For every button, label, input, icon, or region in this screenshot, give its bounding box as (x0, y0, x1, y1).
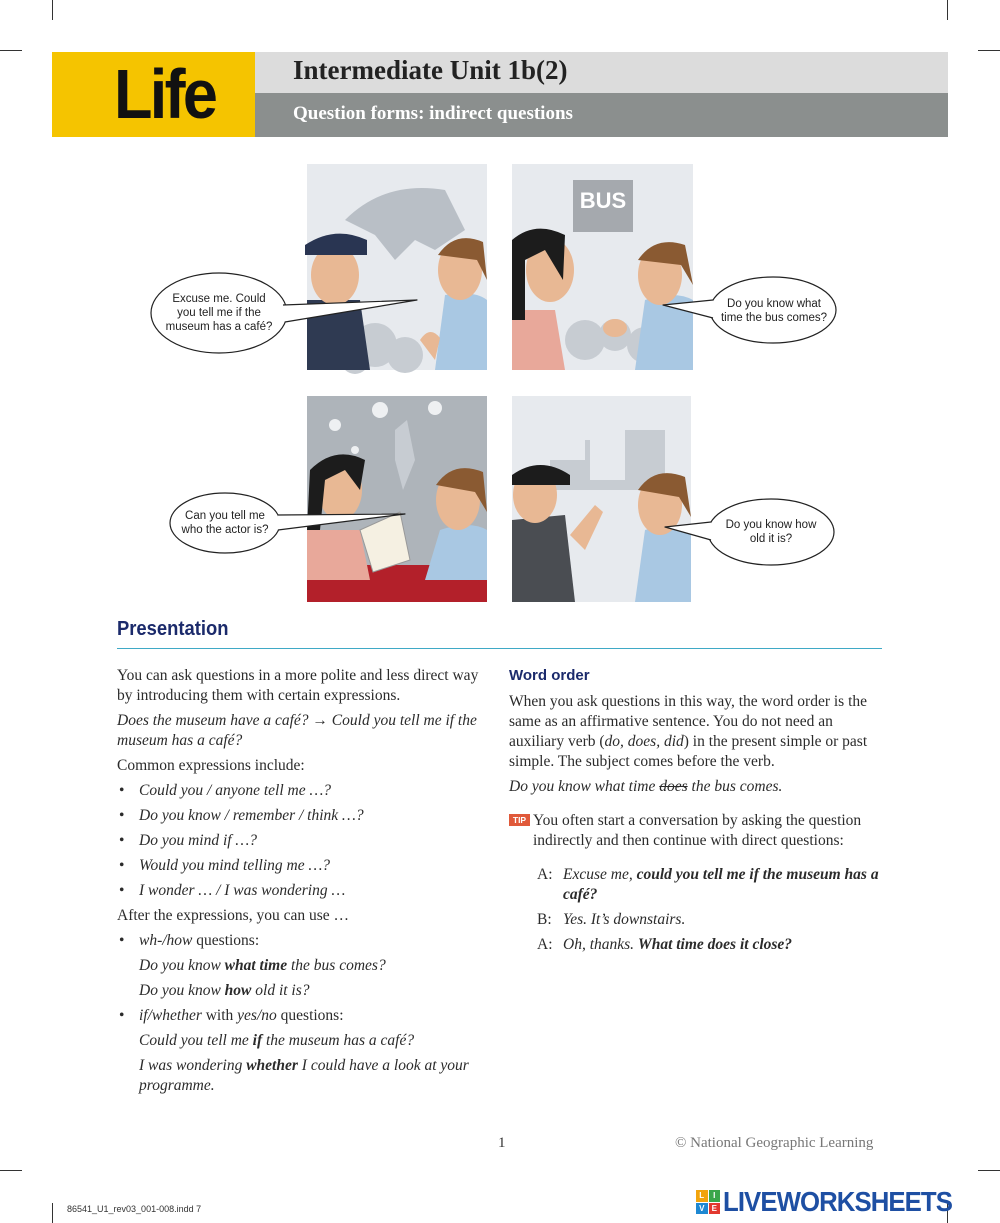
panel-museum (305, 164, 487, 374)
liveworksheets-wordmark: LIVEWORKSHEETS (723, 1186, 953, 1217)
expression-item: • I wonder … / I was wondering … (117, 881, 489, 901)
subtitle-bar (255, 93, 948, 137)
title-bar (255, 52, 948, 93)
left-column (117, 666, 489, 1101)
page-title: Intermediate Unit 1b(2) (293, 55, 568, 85)
dialogue-line: B: Yes. It’s downstairs. (537, 911, 686, 928)
panel-bus-stop (512, 164, 693, 370)
crop-mark (978, 50, 1000, 51)
tip-box (509, 811, 883, 851)
page-number: 1 (498, 1135, 506, 1151)
panel-castle (512, 396, 691, 602)
wh-example-2: Do you know how old it is? (139, 982, 310, 999)
after-expressions-label: After the expressions, you can use … (117, 907, 350, 924)
speech-bubble-actor: Can you tell me who the actor is? (181, 510, 269, 536)
word-order-example: Do you know what time does the bus comes. (509, 778, 783, 795)
crop-mark (978, 1170, 1000, 1171)
bus-sign: BUS (579, 188, 627, 213)
crop-mark (52, 1203, 53, 1223)
file-slug: 86541_U1_rev03_001-008.indd 7 (67, 1204, 202, 1214)
expression-item: • Do you mind if …? (117, 831, 489, 851)
crop-mark (947, 0, 948, 20)
heading-rule (117, 648, 882, 649)
crop-mark (52, 0, 53, 20)
tip-badge: TIP (509, 814, 530, 826)
if-example-2: I was wondering whether I could have a look at your programme. (139, 1057, 469, 1094)
if-whether-item: • if/whether with yes/no questions: (117, 1006, 489, 1026)
life-logo (52, 52, 255, 137)
right-column (509, 666, 883, 960)
crop-mark (0, 50, 22, 51)
arrow-icon: → (312, 712, 328, 729)
struck-auxiliary: does (659, 778, 688, 795)
direct-indirect-example (117, 711, 489, 751)
liveworksheets-icon: L I V E (696, 1190, 720, 1214)
dialogue-line: A: Excuse me, could you tell me if the museum has a café? (537, 866, 879, 903)
presentation-heading: Presentation (117, 618, 229, 640)
speech-bubble-bus: Do you know what time the bus comes? (720, 298, 828, 324)
dialogue (509, 865, 883, 955)
tip-text: You often start a conversation by asking the question indirectly and then continue with direct questions: (533, 812, 862, 849)
logo-text: Life (114, 55, 216, 133)
liveworksheets-logo[interactable] (696, 1186, 972, 1218)
crop-mark (0, 1170, 22, 1171)
expression-item: • Would you mind telling me …? (117, 856, 489, 876)
word-order-heading: Word order (509, 667, 590, 684)
common-expressions-label: Common expressions include: (117, 757, 305, 774)
word-order-paragraph: When you ask questions in this way, the word order is the same as an affirmative sentence. You do not need an auxiliary verb (do, does, did) in the present simple or past simple. The subject comes before the verb. (509, 693, 868, 770)
if-example-1: Could you tell me if the museum has a café? (139, 1032, 415, 1049)
speech-bubble-castle: Do you know how old it is? (725, 519, 817, 545)
wh-example-1: Do you know what time the bus comes? (139, 957, 386, 974)
direct-question: Does the museum have a café? (117, 712, 313, 729)
intro-paragraph: You can ask questions in a more polite and less direct way by introducing them with certain expressions. (117, 667, 479, 704)
page-subtitle: Question forms: indirect questions (293, 103, 573, 124)
expression-item: • Could you / anyone tell me …? (117, 781, 489, 801)
speech-bubble-museum: Excuse me. Could you tell me if the museum has a café? (165, 293, 273, 333)
dialogue-line: A: Oh, thanks. What time does it close? (537, 936, 793, 953)
copyright: © National Geographic Learning (675, 1135, 874, 1151)
wh-questions-item: • wh-/how questions: (117, 931, 489, 951)
panel-theatre (307, 396, 487, 602)
expression-item: • Do you know / remember / think …? (117, 806, 489, 826)
indirect-question: Could you tell me if the museum has a café? (117, 712, 477, 749)
illustration (145, 160, 845, 610)
